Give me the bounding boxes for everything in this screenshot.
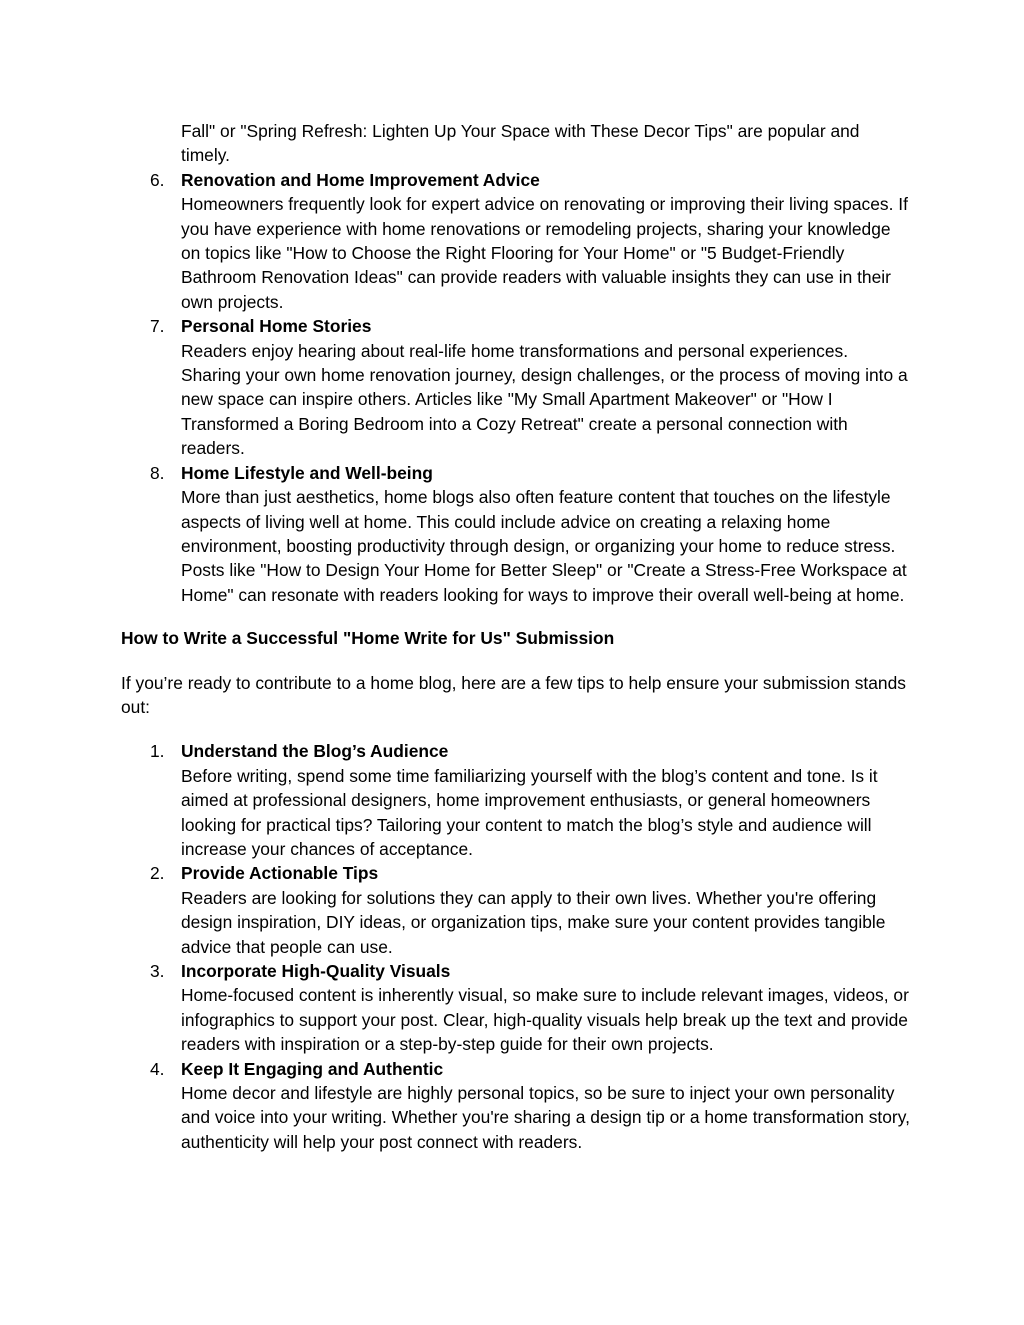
document-body: [121, 119, 911, 1154]
list-item-body: Before writing, spend some time familiarizing yourself with the blog’s content and tone. Is it aimed at professional designers, home improvement enthusiasts, or general homeowners looking for practical tips? Tailoring your content to match the blog’s style and audience will increase your chances of acceptance.: [181, 765, 878, 859]
list-item-body: Home-focused content is inherently visual, so make sure to include relevant images, videos, or infographics to support your post. Clear, high-quality visuals help break up the text and provide readers with inspiration or a step-by-step guide for their own projects.: [181, 985, 909, 1055]
list-item-body: Readers are looking for solutions they can apply to their own lives. Whether you're offering design inspiration, DIY ideas, or organization tips, make sure your content provides tangible advice that people can use.: [181, 887, 886, 957]
list-number: 3.: [150, 961, 165, 981]
list-item-title: Renovation and Home Improvement Advice: [181, 169, 540, 190]
list-number: 6.: [150, 169, 165, 190]
list-item-title: Provide Actionable Tips: [181, 863, 379, 884]
list-item: [121, 1057, 911, 1155]
list-item-title: Understand the Blog’s Audience: [181, 741, 449, 762]
list-number: 1.: [150, 741, 165, 762]
list-item: [121, 461, 911, 607]
list-number: 7.: [150, 316, 165, 337]
section-heading: How to Write a Successful "Home Write for Us" Submission: [121, 628, 615, 649]
list-item: [121, 168, 911, 314]
list-item: [121, 314, 911, 460]
section-intro: If you’re ready to contribute to a home blog, here are a few tips to help ensure your submission stands out:: [121, 672, 906, 717]
list-item-title: Personal Home Stories: [181, 316, 372, 337]
list-item: [121, 959, 911, 1057]
tips-list: [121, 739, 911, 1154]
list-item: [121, 861, 911, 959]
list-number: 8.: [150, 462, 165, 483]
list-number: 2.: [150, 863, 165, 884]
list-item-title: Home Lifestyle and Well-being: [181, 462, 433, 483]
list-item-body: Home decor and lifestyle are highly personal topics, so be sure to inject your own personality and voice into your writing. Whether you're sharing a design tip or a home transformation story, authenticity will help your post connect with readers.: [181, 1083, 910, 1152]
continued-list-text: Fall" or "Spring Refresh: Lighten Up Your Space with These Decor Tips" are popular and timely.: [181, 121, 860, 166]
list-item-title: Incorporate High-Quality Visuals: [181, 961, 451, 981]
topic-list: [121, 168, 911, 607]
list-item-title: Keep It Engaging and Authentic: [181, 1058, 444, 1079]
list-number: 4.: [150, 1058, 165, 1079]
list-item: [121, 739, 911, 861]
list-item-body: Homeowners frequently look for expert advice on renovating or improving their living spaces. If you have experience with home renovations or remodeling projects, sharing your knowledge on topics like "How to Choose the Right Flooring for Your Home" or "5 Budget-Friendly Bathroom Renovation Ideas" can provide readers with valuable insights they can use in their own projects.: [181, 194, 908, 312]
list-item-body: More than just aesthetics, home blogs also often feature content that touches on the lifestyle aspects of living well at home. This could include advice on creating a relaxing home environment, boosting productivity through design, or organizing your home to reduce stress. Posts like "How to Design Your Home for Better Sleep" or "Create a Stress-Free Workspace at Home" can resonate with readers looking for ways to improve their overall well-being at home.: [181, 487, 907, 605]
list-item-body: Readers enjoy hearing about real-life home transformations and personal experiences. Sharing your own home renovation journey, design challenges, or the process of moving into a new space can inspire others. Articles like "My Small Apartment Makeover" or "How I Transformed a Boring Bedroom into a Cozy Retreat" create a personal connection with readers.: [181, 340, 908, 459]
